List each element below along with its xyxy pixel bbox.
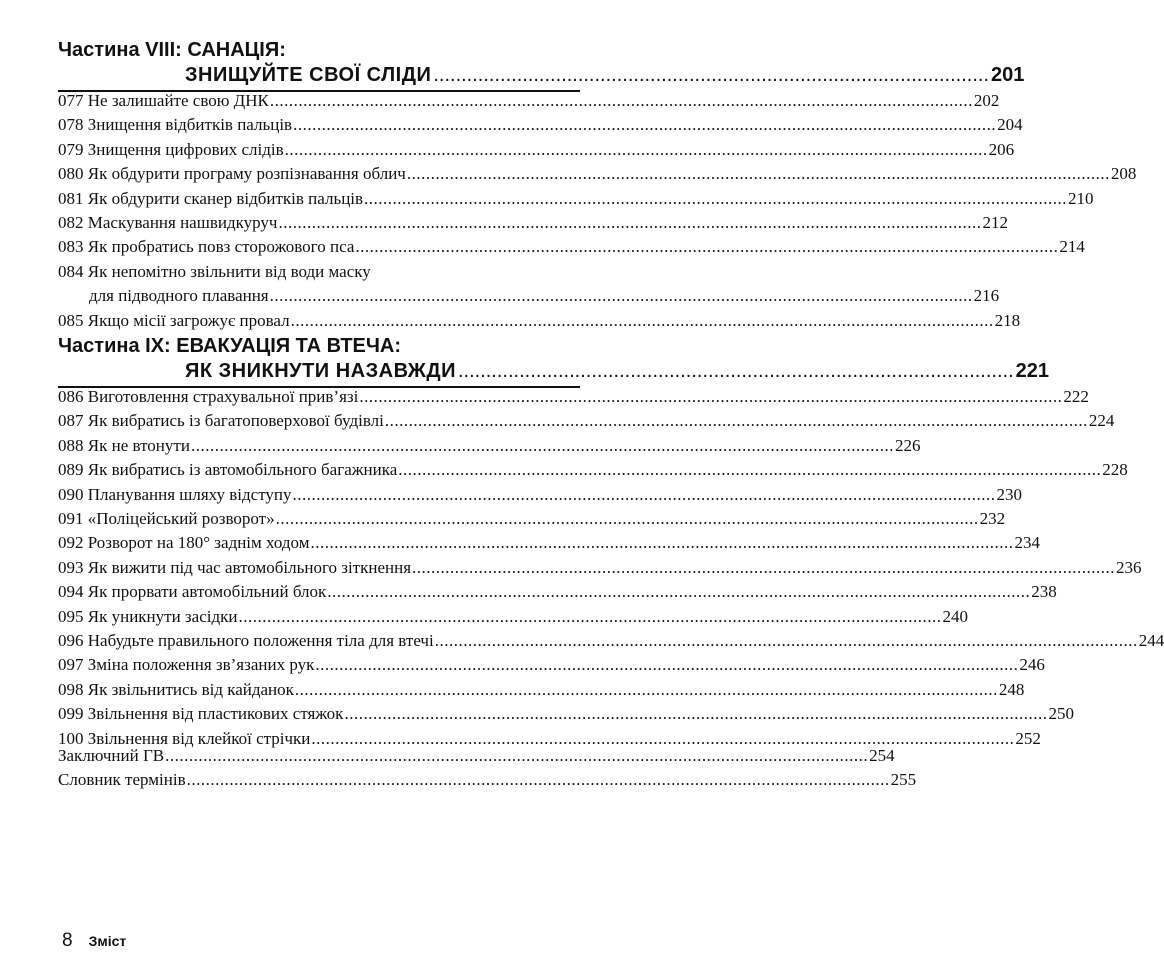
toc-entry-title: 077 Не залишайте свою ДНК <box>58 91 269 110</box>
toc-entry-title: 097 Зміна положення зв’язаних рук <box>58 655 315 675</box>
toc-entry-title-cont: для підводного плавання <box>89 286 269 306</box>
toc-entry-page: 252 <box>1015 728 1041 748</box>
toc-entry[interactable] <box>58 235 1085 259</box>
leader-dots: .................................................................................................................................................... <box>275 509 979 529</box>
leader-dots: .................................................................................................................................................... <box>398 460 1102 480</box>
toc-entry[interactable] <box>58 678 1025 702</box>
toc-entry-page: 208 <box>1110 164 1137 184</box>
leader-dots: .................................................................................................................................................... <box>344 704 1048 724</box>
leader-dots: .................................................................................................................................................... <box>165 746 869 765</box>
toc-entry[interactable] <box>58 162 1137 186</box>
toc-entry-page: 255 <box>890 770 917 790</box>
toc-entry[interactable] <box>58 653 1045 677</box>
toc-entry-title: 084 Як непомітно звільнити від води маску <box>58 261 371 281</box>
toc-entry-page: 236 <box>1116 557 1142 577</box>
toc-entry[interactable] <box>58 409 1115 433</box>
toc-entry-page: 226 <box>894 435 921 455</box>
toc-entry-title: 078 Знищення відбитків пальців <box>58 115 293 135</box>
toc-entry[interactable] <box>58 211 1008 235</box>
toc-entry-page: 214 <box>1059 237 1085 257</box>
leader-dots: .................................................................................................................................................... <box>412 557 1116 577</box>
leader-dots: .................................................................................................................................................... <box>269 286 973 306</box>
toc-entry[interactable] <box>58 309 1021 333</box>
toc-entry[interactable] <box>58 702 1074 726</box>
toc-entry-page: 244 <box>1138 631 1164 651</box>
leader-dots: .................................................................................................................................................... <box>190 435 894 455</box>
leader-dots: .................................................................................................................................................... <box>359 387 1063 406</box>
part-title-line2 <box>58 62 1025 92</box>
leader-dots: .................................................................................................... <box>457 360 1014 382</box>
toc-entry-page: 238 <box>1031 582 1057 602</box>
toc-entry-page: 230 <box>996 484 1023 504</box>
toc-entry-title: 086 Виготовлення страхувальної прив’язі <box>58 387 359 406</box>
leader-dots: .................................................................................................................................................... <box>384 411 1088 431</box>
toc-entry-title: 094 Як прорвати автомобільний блок <box>58 582 327 602</box>
toc-entry-page: 210 <box>1068 188 1094 208</box>
leader-dots: .................................................................................................................................................... <box>327 582 1031 602</box>
toc-entry-page: 246 <box>1019 655 1045 675</box>
toc-entry[interactable] <box>58 629 1164 653</box>
leader-dots: .................................................................................................................................................... <box>293 115 997 135</box>
toc-entry[interactable] <box>58 434 921 458</box>
toc-entry-page: 232 <box>979 509 1006 529</box>
part-title-line2 <box>58 358 1050 388</box>
toc-entry[interactable] <box>58 458 1128 482</box>
toc-entry[interactable] <box>58 113 1023 137</box>
toc-entry[interactable] <box>58 187 1094 211</box>
page-number: 8 <box>62 930 73 951</box>
leader-dots: .................................................................................................................................................... <box>355 237 1059 257</box>
toc-entry-title: Заключний ГВ <box>58 746 165 765</box>
toc-list-part9 <box>58 385 1164 751</box>
toc-entry-title: 080 Як обдурити програму розпізнавання облич <box>58 164 406 184</box>
toc-entry-continuation <box>58 284 1000 308</box>
toc-entry-page: 254 <box>869 746 895 765</box>
part-page-number: 221 <box>1015 360 1050 382</box>
toc-entry-page: 222 <box>1063 387 1089 406</box>
toc-entry-title: 095 Як уникнути засідки <box>58 606 238 626</box>
part-page-number: 201 <box>991 64 1025 86</box>
part-heading-8 <box>58 38 1025 92</box>
leader-dots: .................................................................................................................................................... <box>278 213 982 233</box>
leader-dots: .................................................................................................................................................... <box>364 188 1068 208</box>
part-subtitle: ЗНИЩУЙТЕ СВОЇ СЛІДИ <box>185 64 432 86</box>
toc-entry[interactable] <box>58 580 1057 604</box>
leader-dots: .................................................................................................................................................... <box>294 679 998 699</box>
toc-entry-page: 206 <box>988 139 1015 159</box>
toc-entry-page: 218 <box>994 310 1021 330</box>
part-title-line1: Частина VIII: САНАЦІЯ: <box>58 39 286 61</box>
toc-list-end <box>58 744 917 793</box>
toc-entry-title: 091 «Поліцейський розворот» <box>58 509 275 529</box>
toc-entry-title: 099 Звільнення від пластикових стяжок <box>58 704 344 724</box>
toc-entry[interactable] <box>58 385 1089 409</box>
toc-list-part8 <box>58 89 1137 333</box>
toc-entry-page: 212 <box>982 213 1008 233</box>
leader-dots: .................................................................................................................................................... <box>315 655 1019 675</box>
toc-entry-title: 090 Планування шляху відступу <box>58 484 292 504</box>
toc-entry[interactable] <box>58 531 1040 555</box>
leader-dots: .................................................................................................................................................... <box>406 164 1110 184</box>
leader-dots: .................................................................................................................................................... <box>434 631 1138 651</box>
leader-dots: .................................................................................................................................................... <box>284 139 988 159</box>
toc-entry[interactable] <box>58 138 1015 162</box>
leader-dots: .................................................................................................................................................... <box>186 770 890 790</box>
toc-entry-page: 224 <box>1088 411 1115 431</box>
toc-entry-title: 082 Маскування нашвидкуруч <box>58 213 278 233</box>
toc-entry-page: 228 <box>1102 460 1128 480</box>
toc-entry-page: 248 <box>998 679 1025 699</box>
toc-entry-title: 079 Знищення цифрових слідів <box>58 139 284 159</box>
toc-entry-title: 100 Звільнення від клейкої стрічки <box>58 728 311 748</box>
toc-entry-multiline[interactable] <box>58 260 1000 309</box>
toc-entry-page: 234 <box>1014 533 1040 553</box>
toc-entry-title: 093 Як вижити під час автомобільного зіткнення <box>58 557 412 577</box>
toc-entry-page: 216 <box>973 286 1000 306</box>
toc-entry[interactable] <box>58 483 1023 507</box>
toc-entry-title: 087 Як вибратись із багатоповерхової будівлі <box>58 411 384 431</box>
toc-entry[interactable] <box>58 744 895 768</box>
leader-dots: .................................................................................................... <box>433 64 990 86</box>
toc-entry-title: 081 Як обдурити сканер відбитків пальців <box>58 188 364 208</box>
leader-dots: .................................................................................................................................................... <box>311 728 1015 748</box>
leader-dots: .................................................................................................................................................... <box>238 606 942 626</box>
part-subtitle: ЯК ЗНИКНУТИ НАЗАВЖДИ <box>185 360 456 382</box>
leader-dots: .................................................................................................................................................... <box>290 310 994 330</box>
toc-entry-title: 089 Як вибратись із автомобільного багажника <box>58 460 398 480</box>
toc-entry-title: 088 Як не втонути <box>58 435 190 455</box>
toc-entry-title: 096 Набудьте правильного положення тіла для втечі <box>58 631 434 651</box>
toc-entry[interactable] <box>58 768 917 792</box>
running-footer-label: Зміст <box>88 933 127 949</box>
leader-dots: .................................................................................................................................................... <box>310 533 1014 553</box>
toc-entry[interactable] <box>58 89 1000 113</box>
toc-entry[interactable] <box>58 605 968 629</box>
toc-entry-title: 092 Розворот на 180° заднім ходом <box>58 533 310 553</box>
toc-entry[interactable] <box>58 507 1006 531</box>
toc-entry-title: 098 Як звільнитись від кайданок <box>58 679 294 699</box>
part-title-line1: Частина IX: ЕВАКУАЦІЯ ТА ВТЕЧА: <box>58 335 402 357</box>
leader-dots: .................................................................................................................................................... <box>269 91 973 110</box>
toc-entry-page: 202 <box>973 91 1000 110</box>
toc-entry-page: 204 <box>997 115 1023 135</box>
toc-entry-title: Словник термінів <box>58 770 186 790</box>
toc-entry[interactable] <box>58 556 1142 580</box>
part-heading-9 <box>58 334 1050 388</box>
toc-entry-title: 085 Якщо місії загрожує провал <box>58 310 290 330</box>
toc-entry-title: 083 Як пробратись повз сторожового пса <box>58 237 355 257</box>
leader-dots: .................................................................................................................................................... <box>292 484 996 504</box>
page-footer <box>62 930 126 952</box>
toc-entry-page: 240 <box>942 606 968 626</box>
toc-entry-page: 250 <box>1048 704 1074 724</box>
